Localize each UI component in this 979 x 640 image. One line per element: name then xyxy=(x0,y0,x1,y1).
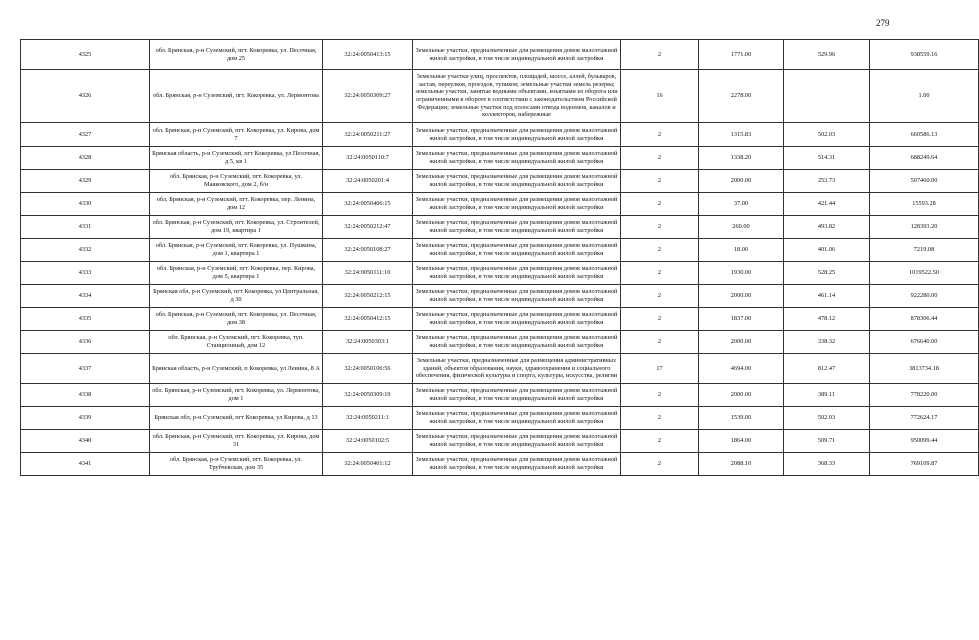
row-number: 4331 xyxy=(21,216,150,239)
table-row xyxy=(21,170,979,193)
land-use-cell: Земельные участки, предназначенные для размещения домов малоэтажной жилой застройки, в том числе индивидуальной жилой застройки xyxy=(413,430,621,453)
land-use-cell: Земельные участки, предназначенные для размещения домов малоэтажной жилой застройки, в том числе индивидуальной жилой застройки xyxy=(413,453,621,476)
cadastral-value-cell: 772624.17 xyxy=(870,407,979,430)
table-row xyxy=(21,40,979,70)
address-cell: Брянская обл, р-н Суземский, пгт Кокоревка, ул Кирова, д 13 xyxy=(150,407,323,430)
group-cell: 16 xyxy=(621,70,699,123)
group-cell: 2 xyxy=(621,123,699,147)
address-cell: обл. Брянская, р-н Суземский, пгт. Кокоревка, ул. Строителей, дом 19, квартира 1 xyxy=(150,216,323,239)
cadastral-number-cell: 32:24:0050212:47 xyxy=(323,216,413,239)
land-use-cell: Земельные участки, предназначенные для размещения домов малоэтажной жилой застройки, в том числе индивидуальной жилой застройки xyxy=(413,331,621,354)
address-cell: обл. Брянская, р-н Суземский, пгт. Кокоревка, пер. Ленина, дом 12 xyxy=(150,193,323,216)
group-cell: 2 xyxy=(621,308,699,331)
table-row xyxy=(21,354,979,384)
row-number: 4329 xyxy=(21,170,150,193)
land-use-cell: Земельные участки, предназначенные для размещения домов малоэтажной жилой застройки, в том числе индивидуальной жилой застройки xyxy=(413,170,621,193)
cadastral-number-cell: 32:24:0050110:7 xyxy=(323,147,413,170)
cadastral-value-cell: 676640.00 xyxy=(870,331,979,354)
table-row xyxy=(21,453,979,476)
page-number: 279 xyxy=(876,18,890,28)
table-row xyxy=(21,308,979,331)
group-cell: 2 xyxy=(621,193,699,216)
cadastral-number-cell: 32:24:0050406:15 xyxy=(323,193,413,216)
group-cell: 2 xyxy=(621,285,699,308)
address-cell: обл. Брянская, р-н Суземский, пгт. Кокоревка, ул. Кирова, дом 31 xyxy=(150,430,323,453)
specific-value-cell: 253.73 xyxy=(784,170,870,193)
address-cell: обл. Брянская, р-н Суземский, пгт. Кокоревка, ул. Пушкина, дом 1, квартира 1 xyxy=(150,239,323,262)
table-row xyxy=(21,216,979,239)
specific-value-cell: 502.03 xyxy=(784,123,870,147)
group-cell: 2 xyxy=(621,430,699,453)
land-use-cell: Земельные участки, предназначенные для размещения домов малоэтажной жилой застройки, в том числе индивидуальной жилой застройки xyxy=(413,193,621,216)
land-use-cell: Земельные участки, предназначенные для размещения домов малоэтажной жилой застройки, в том числе индивидуальной жилой застройки xyxy=(413,40,621,70)
table-row xyxy=(21,384,979,407)
cadastral-number-cell: 32:24:0050108:27 xyxy=(323,239,413,262)
specific-value-cell: 529.96 xyxy=(784,40,870,70)
cadastral-value-cell: 1.00 xyxy=(870,70,979,123)
address-cell: обл. Брянская, р-н Суземский, пгт. Кокоревка, ул. Лермонтова, дом 1 xyxy=(150,384,323,407)
specific-value-cell: 493.82 xyxy=(784,216,870,239)
area-cell: 2000.00 xyxy=(699,285,784,308)
area-cell: 18.00 xyxy=(699,239,784,262)
cadastral-value-cell: 7219.08 xyxy=(870,239,979,262)
address-cell: обл. Брянская, р-н Суземский, пгт. Кокоревка, ул. Кирова, дом 7 xyxy=(150,123,323,147)
cadastral-value-table xyxy=(20,39,979,476)
cadastral-number-cell: 32:24:0050211:1 xyxy=(323,407,413,430)
cadastral-value-cell: 507460.00 xyxy=(870,170,979,193)
address-cell: обл. Брянская, р-н Суземский, пгт. Кокоревка, ул. Лермонтова xyxy=(150,70,323,123)
row-number: 4327 xyxy=(21,123,150,147)
group-cell: 2 xyxy=(621,407,699,430)
group-cell: 2 xyxy=(621,147,699,170)
group-cell: 2 xyxy=(621,239,699,262)
specific-value-cell: 509.71 xyxy=(784,430,870,453)
specific-value-cell: 401.06 xyxy=(784,239,870,262)
cadastral-value-cell: 15593.28 xyxy=(870,193,979,216)
row-number: 4330 xyxy=(21,193,150,216)
specific-value-cell: 514.31 xyxy=(784,147,870,170)
cadastral-value-cell: 128393.20 xyxy=(870,216,979,239)
row-number: 4337 xyxy=(21,354,150,384)
cadastral-number-cell: 32:24:0050401:12 xyxy=(323,453,413,476)
row-number: 4334 xyxy=(21,285,150,308)
group-cell: 2 xyxy=(621,384,699,407)
land-use-cell: Земельные участки, предназначенные для размещения домов малоэтажной жилой застройки, в том числе индивидуальной жилой застройки xyxy=(413,123,621,147)
row-number: 4341 xyxy=(21,453,150,476)
address-cell: Брянская обл, р-н Суземский, пгт Кокоревка, ул Центральная, д 30 xyxy=(150,285,323,308)
cadastral-number-cell: 32:24:0050106:56 xyxy=(323,354,413,384)
area-cell: 1539.00 xyxy=(699,407,784,430)
cadastral-value-cell: 3813734.18 xyxy=(870,354,979,384)
cadastral-value-cell: 950099.44 xyxy=(870,430,979,453)
cadastral-value-cell: 778220.00 xyxy=(870,384,979,407)
land-use-cell: Земельные участки, предназначенные для размещения домов малоэтажной жилой застройки, в том числе индивидуальной жилой застройки xyxy=(413,147,621,170)
address-cell: обл. Брянская, р-н Суземский, пгт. Кокоревка, ул. Трубчевская, дом 35 xyxy=(150,453,323,476)
cadastral-value-cell: 1019522.50 xyxy=(870,262,979,285)
group-cell: 17 xyxy=(621,354,699,384)
land-use-cell: Земельные участки улиц, проспектов, площадей, шоссе, аллей, бульваров, застав, переулков, проездов, тупиков; земельные участки земель резерва; земельные участки, занятые водными объектами, изъятыми из оборота или ограниченными в обороте в соответствии с законодательством Российской Федерации; земельные участки под полосами отвода водоемов, каналов и коллекторов, набережные xyxy=(413,70,621,123)
cadastral-number-cell: 32:24:0050309:27 xyxy=(323,70,413,123)
row-number: 4340 xyxy=(21,430,150,453)
cadastral-number-cell: 32:24:0050412:15 xyxy=(323,308,413,331)
row-number: 4338 xyxy=(21,384,150,407)
address-cell: Брянская область, р-н Суземский, п Кокоревка, ул Ленина, 8 А xyxy=(150,354,323,384)
cadastral-number-cell: 32:24:0050211:27 xyxy=(323,123,413,147)
row-number: 4326 xyxy=(21,70,150,123)
address-cell: обл. Брянская, р-н Суземский, пгт. Кокоревка, пер. Кирова, дом 5, квартира 1 xyxy=(150,262,323,285)
group-cell: 2 xyxy=(621,40,699,70)
area-cell: 4694.00 xyxy=(699,354,784,384)
area-cell: 260.00 xyxy=(699,216,784,239)
cadastral-value-cell: 938559.16 xyxy=(870,40,979,70)
area-cell: 2088.10 xyxy=(699,453,784,476)
land-use-cell: Земельные участки, предназначенные для размещения домов малоэтажной жилой застройки, в том числе индивидуальной жилой застройки xyxy=(413,285,621,308)
land-use-cell: Земельные участки, предназначенные для размещения домов малоэтажной жилой застройки, в том числе индивидуальной жилой застройки xyxy=(413,239,621,262)
table-row xyxy=(21,70,979,123)
land-use-cell: Земельные участки, предназначенные для размещения домов малоэтажной жилой застройки, в том числе индивидуальной жилой застройки xyxy=(413,216,621,239)
cadastral-value-cell: 660586.13 xyxy=(870,123,979,147)
table-row xyxy=(21,262,979,285)
group-cell: 2 xyxy=(621,331,699,354)
specific-value-cell: 338.32 xyxy=(784,331,870,354)
cadastral-number-cell: 32:24:0050102:5 xyxy=(323,430,413,453)
specific-value-cell: 461.14 xyxy=(784,285,870,308)
table-row xyxy=(21,407,979,430)
specific-value-cell: 812.47 xyxy=(784,354,870,384)
cadastral-value-cell: 688249.64 xyxy=(870,147,979,170)
area-cell: 1864.00 xyxy=(699,430,784,453)
cadastral-number-cell: 32:24:0050212:15 xyxy=(323,285,413,308)
cadastral-number-cell: 32:24:0050303:1 xyxy=(323,331,413,354)
specific-value-cell: 368.33 xyxy=(784,453,870,476)
table-row xyxy=(21,285,979,308)
group-cell: 2 xyxy=(621,262,699,285)
land-use-cell: Земельные участки, предназначенные для размещения домов малоэтажной жилой застройки, в том числе индивидуальной жилой застройки xyxy=(413,262,621,285)
address-cell: обл. Брянская, р-н Суземский, пгт. Кокоревка, ул. Маяковского, дом 2, б/н xyxy=(150,170,323,193)
table-row xyxy=(21,147,979,170)
specific-value-cell: 389.11 xyxy=(784,384,870,407)
group-cell: 2 xyxy=(621,453,699,476)
area-cell: 1315.83 xyxy=(699,123,784,147)
cadastral-value-cell: 769109.87 xyxy=(870,453,979,476)
row-number: 4328 xyxy=(21,147,150,170)
area-cell: 1338.20 xyxy=(699,147,784,170)
land-use-cell: Земельные участки, предназначенные для размещения домов малоэтажной жилой застройки, в том числе индивидуальной жилой застройки xyxy=(413,407,621,430)
row-number: 4333 xyxy=(21,262,150,285)
specific-value-cell: 502.03 xyxy=(784,407,870,430)
row-number: 4336 xyxy=(21,331,150,354)
land-use-cell: Земельные участки, предназначенные для размещения административных зданий, объектов образования, науки, здравоохранения и социального обеспечения, физической культуры и спорта, культуры, искусства, религии xyxy=(413,354,621,384)
area-cell: 2000.00 xyxy=(699,384,784,407)
address-cell: Брянская область, р-н Суземский, пгт Кокоревка, ул Песочная, д 5, кв 1 xyxy=(150,147,323,170)
area-cell: 2000.00 xyxy=(699,170,784,193)
cadastral-value-cell: 878306.44 xyxy=(870,308,979,331)
specific-value-cell xyxy=(784,70,870,123)
cadastral-number-cell: 32:24:0050413:15 xyxy=(323,40,413,70)
cadastral-value-cell: 922280.00 xyxy=(870,285,979,308)
specific-value-cell: 528.25 xyxy=(784,262,870,285)
row-number: 4332 xyxy=(21,239,150,262)
row-number: 4339 xyxy=(21,407,150,430)
address-cell: обл. Брянская, р-н Суземский, пгт. Кокоревка, ул. Песочная, дом 38 xyxy=(150,308,323,331)
table-body xyxy=(21,40,979,476)
specific-value-cell: 421.44 xyxy=(784,193,870,216)
address-cell: обл. Брянская, р-н Суземский, пгт. Кокоревка, ул. Песочная, дом 25 xyxy=(150,40,323,70)
area-cell: 2278.00 xyxy=(699,70,784,123)
table-row xyxy=(21,123,979,147)
area-cell: 1771.00 xyxy=(699,40,784,70)
table-row xyxy=(21,239,979,262)
row-number: 4335 xyxy=(21,308,150,331)
area-cell: 1837.00 xyxy=(699,308,784,331)
area-cell: 1930.00 xyxy=(699,262,784,285)
area-cell: 2000.00 xyxy=(699,331,784,354)
cadastral-number-cell: 32:24:0050201:4 xyxy=(323,170,413,193)
row-number: 4325 xyxy=(21,40,150,70)
address-cell: обл. Брянская, р-н Суземский, пгт. Кокоревка, туп. Станционный, дом 12 xyxy=(150,331,323,354)
specific-value-cell: 478.12 xyxy=(784,308,870,331)
table-row xyxy=(21,331,979,354)
area-cell: 37.00 xyxy=(699,193,784,216)
table-row xyxy=(21,193,979,216)
cadastral-number-cell: 32:24:0050111:10 xyxy=(323,262,413,285)
cadastral-number-cell: 32:24:0050309:19 xyxy=(323,384,413,407)
table-row xyxy=(21,430,979,453)
land-use-cell: Земельные участки, предназначенные для размещения домов малоэтажной жилой застройки, в том числе индивидуальной жилой застройки xyxy=(413,308,621,331)
land-use-cell: Земельные участки, предназначенные для размещения домов малоэтажной жилой застройки, в том числе индивидуальной жилой застройки xyxy=(413,384,621,407)
group-cell: 2 xyxy=(621,170,699,193)
group-cell: 2 xyxy=(621,216,699,239)
